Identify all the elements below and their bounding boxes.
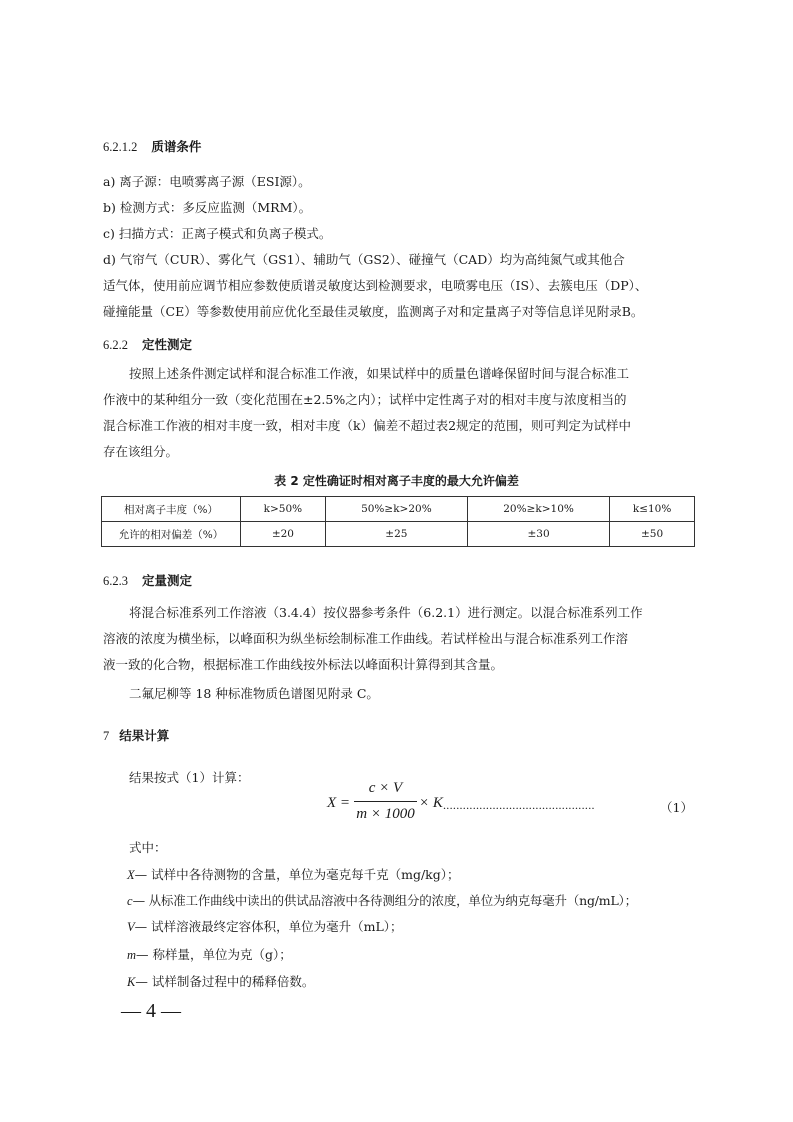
- formula-equation-number: （1）: [660, 800, 693, 815]
- section-title: 结果计算: [119, 728, 170, 743]
- table-cell: k>50%: [241, 497, 326, 522]
- quant-paragraph-line3: 液一致的化合物，根据标准工作曲线按外标法以峰面积计算得到其含量。: [103, 657, 504, 672]
- section-number: 6.2.3: [103, 574, 128, 588]
- qual-paragraph-line2: 作液中的某种组分一致（变化范围在±2.5%之内）；试样中定性离子对的相对丰度与浓度相当的: [103, 392, 627, 407]
- list-item-c: c) 扫描方式：正离子模式和负离子模式。: [103, 226, 332, 241]
- formula-numerator: c × V: [368, 780, 403, 796]
- section-heading-6-2-1-2: [103, 137, 201, 155]
- formula-rhs: × K: [419, 795, 443, 811]
- table-caption: 表 2 定性确证时相对离子丰度的最大允许偏差: [274, 474, 519, 488]
- definition-symbol: V: [127, 920, 135, 934]
- table-cell: 相对离子丰度（%）: [102, 497, 241, 522]
- annex-note: 二氟尼柳等 18 种标准物质色谱图见附录 C。: [129, 686, 379, 701]
- calc-intro: 结果按式（1）计算：: [129, 770, 250, 785]
- list-item-a: a) 离子源：电喷雾离子源（ESI源）。: [103, 174, 311, 189]
- table-cell: 50%≥k>20%: [325, 497, 467, 522]
- quant-paragraph-line1: 将混合标准系列工作溶液（3.4.4）按仪器参考条件（6.2.1）进行测定。以混合标准系列工作: [129, 605, 643, 620]
- section-number: 7: [103, 729, 110, 743]
- definition-symbol: K: [127, 975, 136, 989]
- formula-leader-dots: ..............................................: [443, 798, 595, 812]
- table-cell: ±20: [241, 522, 326, 547]
- section-heading-6-2-2: [103, 335, 192, 353]
- quant-paragraph-line2: 溶液的浓度为横坐标，以峰面积为纵坐标绘制标准工作曲线。若试样检出与混合标准系列工作溶: [103, 631, 629, 646]
- page-number: — 4 —: [121, 1000, 181, 1022]
- definition-text: — 试样中各待测物的含量，单位为毫克每千克（mg/kg）；: [134, 867, 460, 882]
- section-number: 6.2.2: [103, 338, 128, 352]
- qual-paragraph-line1: 按照上述条件测定试样和混合标准工作液，如果试样中的质量色谱峰保留时间与混合标准工: [129, 366, 630, 381]
- list-item-b: b) 检测方式：多反应监测（MRM）。: [103, 200, 312, 215]
- table-cell: ±30: [467, 522, 609, 547]
- definition-symbol: m: [127, 948, 137, 962]
- definition-text: — 称样量，单位为克（g）；: [136, 947, 292, 962]
- table-cell: 20%≥k>10%: [467, 497, 609, 522]
- section-number: 6.2.1.2: [103, 140, 138, 154]
- where-label: 式中：: [129, 840, 167, 855]
- section-title: 质谱条件: [151, 139, 202, 154]
- table-cell: ±25: [325, 522, 467, 547]
- table-row: [102, 497, 695, 522]
- formula-lhs: X =: [327, 795, 351, 811]
- definition-symbol: X: [127, 868, 135, 882]
- relative-abundance-table: [101, 496, 695, 547]
- qual-paragraph-line3: 混合标准工作液的相对丰度一致，相对丰度（k）偏差不超过表2规定的范围，则可判定为试样中: [103, 418, 632, 433]
- formula-denominator: m × 1000: [356, 806, 415, 822]
- definition-v: [127, 917, 403, 935]
- definition-symbol: c: [127, 894, 133, 908]
- definition-x: [127, 865, 460, 883]
- list-item-d-line1: d) 气帘气（CUR）、雾化气（GS1）、辅助气（GS2）、碰撞气（CAD）均为高纯氮气或其他合: [103, 252, 625, 267]
- table-row: [102, 522, 695, 547]
- section-heading-6-2-3: [103, 571, 192, 589]
- table-cell: 允许的相对偏差（%）: [102, 522, 241, 547]
- definition-text: — 从标准工作曲线中读出的供试品溶液中各待测组分的浓度，单位为纳克每毫升（ng/mL）；: [132, 893, 637, 908]
- table-cell: k≤10%: [610, 497, 695, 522]
- table-cell: ±50: [610, 522, 695, 547]
- definition-m: [127, 945, 292, 963]
- section-heading-7: [103, 726, 169, 744]
- section-title: 定性测定: [142, 337, 193, 352]
- section-title: 定量测定: [142, 573, 193, 588]
- qual-paragraph-line4: 存在该组分。: [103, 444, 179, 459]
- definition-text: — 试样溶液最终定容体积，单位为毫升（mL）；: [134, 919, 403, 934]
- definition-c: [127, 891, 637, 909]
- list-item-d-line3: 碰撞能量（CE）等参数使用前应优化至最佳灵敏度，监测离子对和定量离子对等信息详见附录B。: [103, 304, 644, 319]
- list-item-d-line2: 适气体，使用前应调节相应参数使质谱灵敏度达到检测要求，电喷雾电压（IS）、去簇电压（DP）、: [103, 278, 648, 293]
- definition-k: [127, 972, 314, 990]
- definition-text: — 试样制备过程中的稀释倍数。: [135, 974, 315, 989]
- formula-fraction-bar: [354, 801, 417, 802]
